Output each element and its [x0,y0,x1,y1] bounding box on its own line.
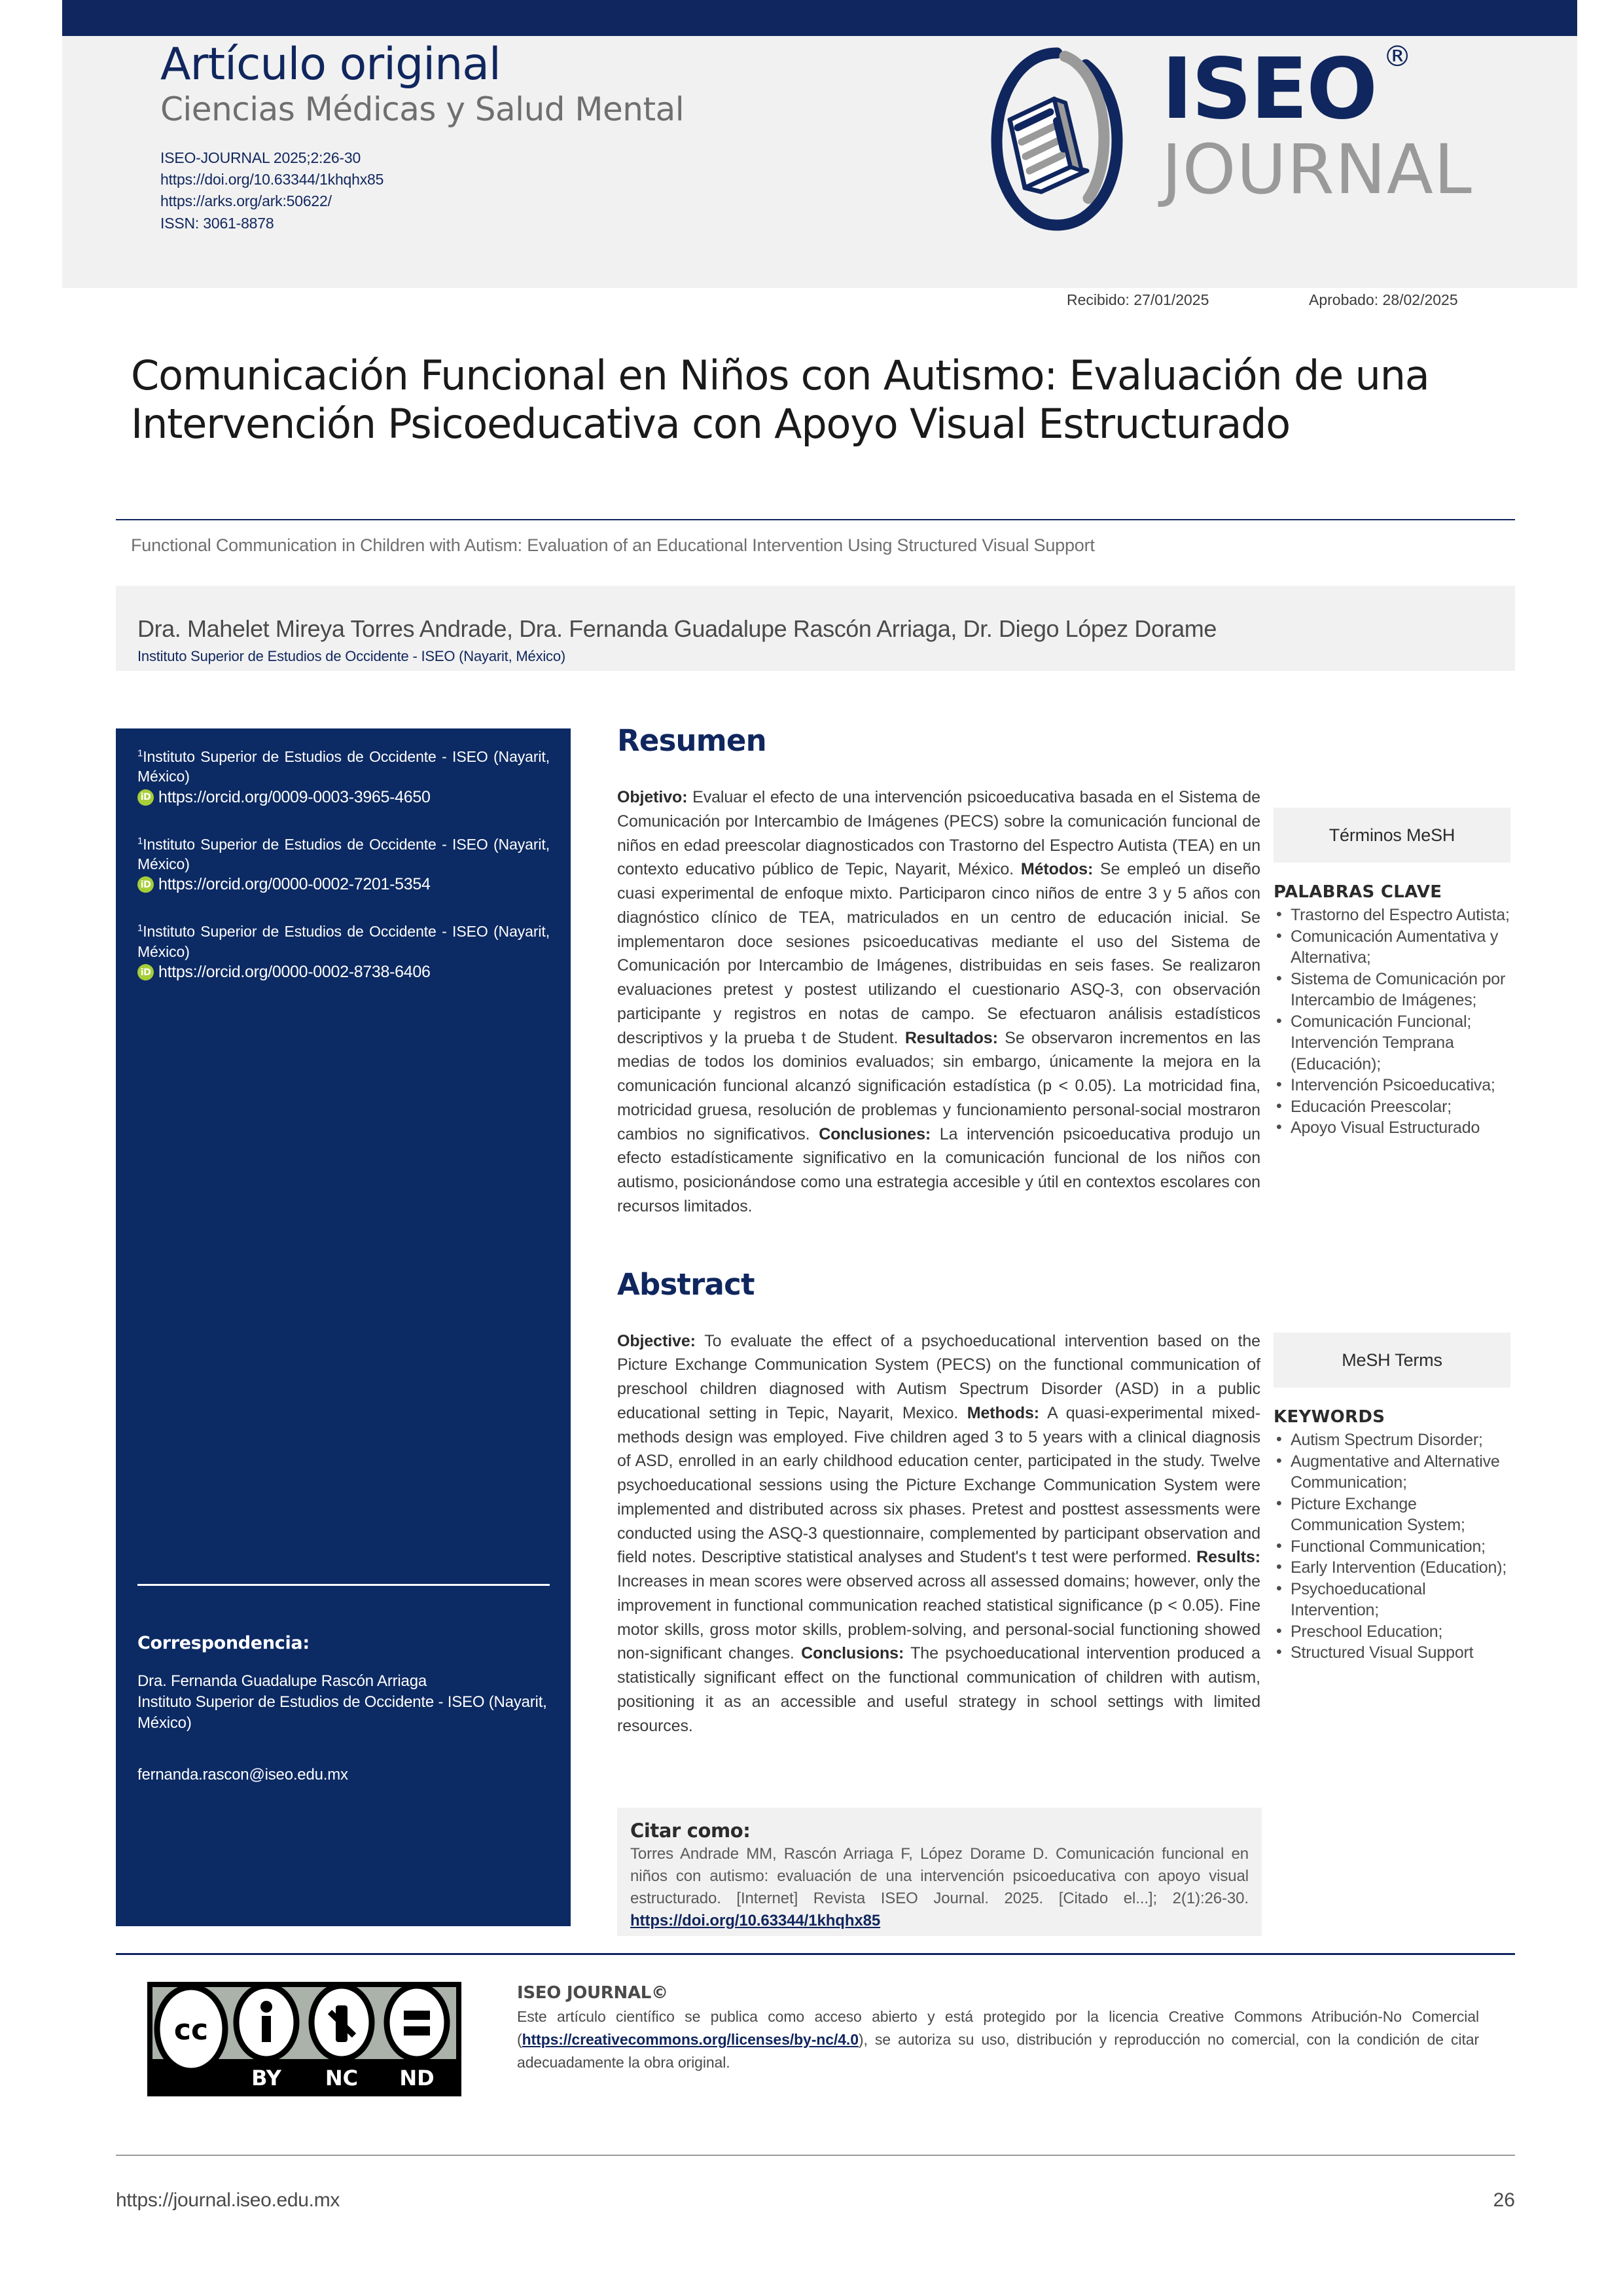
resumen-resultados-label: Resultados: [904,1028,998,1047]
abstract-body [617,1329,1260,1738]
issn-line: ISSN: 3061-8878 [160,214,274,232]
logo-iseo-label: ISEO [1162,41,1377,138]
orcid-line[interactable] [137,875,550,894]
keyword-item: • Autism Spectrum Disorder; [1274,1429,1510,1451]
affiliation-text: Instituto Superior de Estudios de Occidente - ISEO (Nayarit, México) [137,748,550,785]
approved-date: Aprobado: 28/02/2025 [1309,291,1458,308]
license-journal-name: ISEO JOURNAL© [517,1983,668,2003]
mesh-terms-box-en [1274,1333,1510,1388]
abstract-conclusions-label: Conclusions: [801,1644,904,1663]
correspondence-email[interactable]: fernanda.rascon@iseo.edu.mx [137,1766,348,1784]
abstract-results-label: Results: [1196,1548,1260,1567]
keywords-title-en: KEYWORDS [1274,1407,1385,1427]
creative-commons-by-nc-nd-icon [147,1982,461,2096]
citation-doi-link[interactable]: https://doi.org/10.63344/1khqhx85 [630,1912,881,1930]
license-divider [116,1953,1515,1955]
orcid-line[interactable] [137,963,550,982]
keywords-title-es: PALABRAS CLAVE [1274,882,1442,902]
cc-nd-label: ND [399,2066,435,2090]
license-text-before: Este artículo científico se publica como acceso abierto y está protegido por la licencia Creative Commons Atribución-No Comercial ( [517,2008,1479,2048]
abstract-methods-label: Methods: [967,1403,1040,1422]
abstract-methods-text: A quasi-experimental mixed-methods design was employed. Five children aged 3 to 5 years with a clinical diagnosis of ASD, enrolled in an early childhood education center, participated in the study. Twelve psychoeducational sessions using the Picture Exchange Communication System were implemented and distributed across six phases. Pretest and posttest assessments were conducted using the ASQ-3 questionnaire, complemented by participant observation and field notes. Descriptive statistical analyses and Student's t test were performed. [617,1403,1261,1567]
ark-link[interactable]: https://arks.org/ark:50622/ [160,192,332,210]
citation-title: Citar como: [630,1820,751,1842]
citation-box [617,1808,1262,1936]
logo-wordmark [1162,40,1472,209]
resumen-conclusiones-text: La intervención psicoeducativa produjo un efecto estadísticamente significativo en la comunicación funcional de los niños con autismo, posicionándose como una estrategia accesible y útil en contextos escolares con recursos limitados. [617,1124,1260,1215]
left-sidebar [116,728,571,1926]
abstract-objective-label: Objective: [617,1331,696,1350]
resumen-resultados-text: Se observaron incrementos en las medias de todos los dominios evaluados; sin embargo, únicamente la mejora en la comunicación funcional alcanzó significación estadística (p < 0.05). La motricidad fina, motricidad gruesa, resolución de problemas y funcionamiento personal-social mostraron cambios no significativos. [617,1028,1260,1143]
article-type-label: Artículo original [160,39,501,90]
keyword-item: • Intervención Psicoeducativa; [1274,1075,1510,1096]
resumen-objetivo-label: Objetivo: [617,788,688,806]
keyword-item: • Preschool Education; [1274,1621,1510,1643]
logo-iseo-text [1162,40,1411,138]
footer-page-number: 26 [1493,2189,1515,2211]
affiliation-marker: 1 [137,835,143,847]
submission-dates [916,291,1512,317]
citation-reference: Torres Andrade MM, Rascón Arriaga F, López Dorame D. Comunicación funcional en niños con autismo: evaluación de una intervención psicoeducativa con apoyo visual estructurado. [Internet] Revista ISEO Journal. 2025. [Citado el...]; 2(1):26-30. [630,1845,1249,1908]
resumen-metodos-label: Métodos: [1020,860,1094,879]
license-text-block [517,1983,1479,2074]
keywords-block-es [1274,882,1510,1139]
header-metadata [160,147,913,234]
correspondence-body [137,1671,556,1734]
journal-logo [952,36,1495,252]
keyword-item: • Psychoeducational Intervention; [1274,1579,1510,1621]
resumen-heading: Resumen [617,723,766,758]
received-date: Recibido: 27/01/2025 [1067,291,1209,308]
correspondence-institution: Instituto Superior de Estudios de Occidente - ISEO (Nayarit, México) [137,1693,547,1732]
header-left-block [160,39,913,234]
abstract-conclusions-text: The psychoeducational intervention produced a statistically significant effect on the functional communication of children with autism, positioning it as an accessible and useful strategy in school settings with limited resources. [617,1644,1260,1735]
keyword-item: • Functional Communication; [1274,1536,1510,1558]
correspondence-divider [137,1584,550,1586]
orcid-url[interactable]: https://orcid.org/0009-0003-3965-4650 [158,787,431,806]
affiliation-entry [137,747,550,807]
journal-discipline-label: Ciencias Médicas y Salud Mental [160,90,685,128]
keyword-item: • Structured Visual Support [1274,1642,1510,1664]
affiliation-text: Instituto Superior de Estudios de Occidente - ISEO (Nayarit, México) [137,923,550,960]
mesh-terms-label-es: Términos MeSH [1329,825,1455,845]
affiliation-list [137,747,550,1009]
keyword-item: • Educación Preescolar; [1274,1096,1510,1118]
affiliation-entry [137,834,550,895]
cc-by-label: BY [251,2066,281,2090]
logo-journal-text: JOURNAL [1162,130,1472,209]
keyword-item: • Sistema de Comunicación por Intercambio de Imágenes; [1274,969,1510,1011]
keywords-list-en [1274,1429,1510,1664]
resumen-metodos-text: Se empleó un diseño cuasi experimental de enfoque mixto. Participaron cinco niños de entre 3 y 5 años con diagnóstico clínico de TEA, matriculados en un centro de educación inicial. Se implementaron doce sesiones psicoeducativas mediante el uso del Sistema de Comunicación por Intercambio de Imágenes, distribuidas en seis fases. Se realizaron evaluaciones pretest y postest utilizando el cuestionario ASQ-3, con observación participante y registros en notas de campo. Se efectuaron análisis estadísticos descriptivos y la prueba t de Student. [617,860,1260,1047]
header-top-bar [62,0,1577,36]
keyword-item: • Picture Exchange Communication System; [1274,1494,1510,1536]
keywords-block-en [1274,1407,1510,1664]
abstract-results-text: Increases in mean scores were observed across all assessed domains; however, only the improvement in functional communication reached statistical significance (p < 0.05). Fine motor skills, gross motor skills, problem-solving, and personal-social functioning showed non-significant changes. [617,1572,1260,1663]
keywords-list-es [1274,905,1510,1139]
resumen-objetivo-text: Evaluar el efecto de una intervención psicoeducativa basada en el Sistema de Comunicación por Intercambio de Imágenes (PECS) sobre la comunicación funcional de niños en edad preescolar diagnosticados con Trastorno del Espectro Autista (TEA) en un contexto educativo público de Tepic, Nayarit, México. [617,788,1260,879]
mesh-terms-label-en: MeSH Terms [1342,1350,1442,1370]
resumen-conclusiones-label: Conclusiones: [819,1124,931,1143]
orcid-id-icon: iD [137,876,154,893]
svg-text:cc: cc [173,2013,209,2047]
author-affiliation: Instituto Superior de Estudios de Occidente - ISEO (Nayarit, México) [137,648,566,664]
keyword-item: • Trastorno del Espectro Autista; [1274,905,1510,926]
orcid-id-icon: iD [137,964,154,980]
main-column [617,723,1260,1738]
iseo-book-emblem-icon [959,43,1155,239]
journal-citation-line: ISEO-JOURNAL 2025;2:26-30 [160,149,361,166]
keyword-item: • Comunicación Funcional; Intervención Temprana (Educación); [1274,1011,1510,1075]
orcid-line[interactable] [137,788,550,807]
affiliation-entry [137,922,550,982]
license-text-after: ), se autoriza su uso, distribución y reproducción no comercial, con la condición de citar adecuadamente la obra original. [517,2030,1479,2071]
resumen-body [617,785,1260,1219]
creative-commons-link[interactable]: https://creativecommons.org/licenses/by-nc/4.0 [522,2030,859,2048]
cc-nc-label: NC [325,2066,359,2090]
affiliation-text: Instituto Superior de Estudios de Occidente - ISEO (Nayarit, México) [137,835,550,873]
correspondence-title: Correspondencia: [137,1633,310,1653]
abstract-heading: Abstract [617,1266,755,1302]
affiliation-marker: 1 [137,747,143,759]
keyword-item: • Early Intervention (Education); [1274,1557,1510,1579]
keyword-item: • Comunicación Aumentativa y Alternativa; [1274,926,1510,969]
keyword-item: • Augmentative and Alternative Communication; [1274,1451,1510,1494]
footer-journal-url[interactable]: https://journal.iseo.edu.mx [116,2189,340,2211]
author-names: Dra. Mahelet Mireya Torres Andrade, Dra. Fernanda Guadalupe Rascón Arriaga, Dr. Diego López Dorame [137,615,1217,642]
doi-link[interactable]: https://doi.org/10.63344/1khqhx85 [160,170,384,188]
orcid-id-icon: iD [137,789,154,806]
mesh-terms-box-es [1274,808,1510,863]
abstract-objective-text: To evaluate the effect of a psychoeducational intervention based on the Picture Exchange Communication System (PECS) on the functional communication of preschool children diagnosed with Autism Spectrum Disorder (ASD) in a public educational setting in Tepic, Nayarit, Mexico. [617,1331,1260,1422]
footer-divider [116,2155,1515,2156]
abstract-section [617,1267,1260,1738]
page-subtitle-english: Functional Communication in Children with Autism: Evaluation of an Educational Intervention Using Structured Visual Support [131,535,1095,555]
title-divider [116,519,1515,520]
correspondence-name: Dra. Fernanda Guadalupe Rascón Arriaga [137,1672,427,1690]
registered-trademark-icon: ® [1383,40,1411,73]
license-body [517,2005,1479,2074]
affiliation-marker: 1 [137,922,143,934]
citation-text [630,1843,1249,1932]
page-title: Comunicación Funcional en Niños con Autismo: Evaluación de una Intervención Psicoeducativa con Apoyo Visual Estructurado [131,351,1429,448]
orcid-url[interactable]: https://orcid.org/0000-0002-8738-6406 [158,963,431,982]
keyword-item: • Apoyo Visual Estructurado [1274,1117,1510,1139]
orcid-url[interactable]: https://orcid.org/0000-0002-7201-5354 [158,875,431,894]
